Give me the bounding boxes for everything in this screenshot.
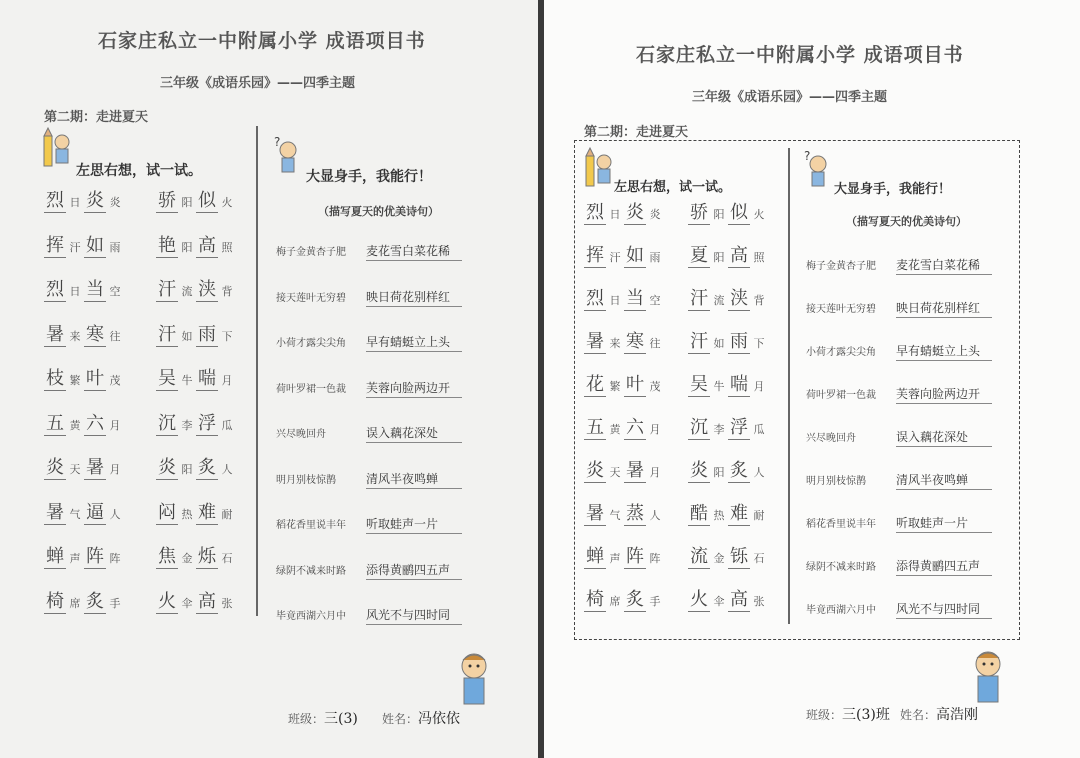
filled-character: 炎: [86, 190, 104, 211]
idiom-entry: [156, 502, 244, 528]
idiom-entry: [584, 546, 672, 572]
idiom-entry: [584, 460, 672, 486]
poem-line: [806, 340, 992, 362]
poem-prompt: 荷叶罗裙一色裁: [806, 390, 876, 401]
printed-character: 雨: [649, 251, 661, 264]
printed-character: 席: [609, 595, 621, 608]
filled-character: 喘: [730, 374, 748, 395]
idiom-entry: [688, 589, 776, 615]
printed-character: 空: [649, 294, 661, 307]
filled-character: 铄: [730, 546, 748, 567]
printed-character: 汗: [69, 240, 81, 254]
printed-character: 热: [713, 509, 725, 522]
filled-character: 酷: [690, 503, 708, 524]
printed-character: 背: [753, 294, 765, 307]
printed-character: 气: [609, 509, 621, 522]
filled-character: 骄: [690, 202, 708, 223]
poem-answer: 芙蓉向脸两边开: [366, 379, 462, 398]
class-field: 班级：三(3)班: [806, 707, 890, 723]
filled-character: 阵: [86, 546, 104, 567]
printed-character: 瓜: [221, 418, 233, 432]
idiom-entry: [584, 288, 672, 314]
printed-character: 月: [649, 423, 661, 436]
filled-character: 如: [86, 234, 104, 256]
idiom-entry: [584, 202, 672, 228]
filled-character: 沉: [690, 417, 708, 438]
poem-prompt: 梅子金黄杏子肥: [806, 261, 876, 272]
printed-character: 雨: [109, 240, 121, 254]
printed-character: 伞: [181, 596, 193, 610]
filled-character: 浮: [730, 417, 748, 438]
printed-character: 耐: [753, 509, 765, 522]
printed-character: 瓜: [753, 423, 765, 436]
filled-character: 难: [730, 503, 748, 524]
filled-character: 当: [626, 288, 644, 309]
section-heading: 第二期：走进夏天: [44, 110, 149, 125]
filled-character: 寒: [86, 323, 104, 345]
printed-character: 阵: [109, 552, 121, 565]
filled-character: 暑: [46, 501, 64, 523]
printed-character: 人: [221, 463, 233, 476]
printed-character: 人: [753, 466, 765, 479]
name-field: 姓名：冯依依: [382, 711, 461, 727]
poem-prompt: 兴尽晚回舟: [806, 433, 856, 444]
poem-prompt: 毕竟西湖六月中: [276, 611, 346, 622]
poem-line: [276, 240, 462, 262]
poem-prompt: 毕竟西湖六月中: [806, 605, 876, 616]
poem-answer: 麦花雪白菜花稀: [366, 242, 462, 261]
idiom-entry: [688, 245, 776, 271]
column-divider: [788, 148, 790, 624]
poem-answer: 添得黄鹂四五声: [896, 557, 992, 576]
poem-line: [806, 512, 992, 534]
poem-answer: 听取蛙声一片: [366, 515, 462, 534]
printed-character: 照: [221, 240, 233, 254]
idiom-entry: [44, 502, 132, 528]
printed-character: 月: [109, 463, 121, 476]
printed-character: 黄: [69, 418, 81, 432]
printed-character: 阵: [649, 552, 661, 565]
class-field: 班级：三(3): [288, 711, 358, 727]
idiom-entry: [44, 235, 132, 261]
filled-character: 椅: [46, 590, 64, 612]
printed-character: 声: [69, 552, 81, 565]
name-field: 姓名：高浩刚: [900, 707, 979, 723]
poem-line: [806, 469, 992, 491]
poem-answer: 早有蜻蜓立上头: [896, 342, 992, 361]
printed-character: 如: [713, 337, 725, 350]
poem-answer: 映日荷花别样红: [896, 299, 992, 318]
filled-character: 暑: [86, 457, 104, 478]
poem-prompt: 小荷才露尖尖角: [806, 347, 876, 358]
filled-character: 烁: [198, 546, 216, 567]
poem-heading: （描写夏天的优美诗句）: [318, 205, 439, 218]
idiom-entry: [688, 374, 776, 400]
poem-line: [806, 297, 992, 319]
printed-character: 石: [753, 552, 765, 565]
class-value: 三(3): [324, 711, 358, 727]
idiom-entry: [688, 331, 776, 357]
printed-character: 阳: [713, 208, 725, 221]
printed-character: 天: [69, 463, 81, 476]
idiom-entry: [688, 202, 776, 228]
printed-character: 繁: [69, 374, 81, 387]
poem-answer: 麦花雪白菜花稀: [896, 256, 992, 275]
printed-character: 茂: [109, 374, 121, 387]
poem-line: [806, 426, 992, 448]
printed-character: 照: [753, 251, 765, 264]
filled-character: 夏: [690, 245, 708, 266]
filled-character: 炙: [86, 590, 104, 612]
printed-character: 流: [713, 294, 725, 307]
poem-line: [276, 604, 462, 626]
poem-answer: 风光不与四时同: [896, 600, 992, 619]
filled-character: 暑: [586, 503, 604, 524]
printed-character: 日: [69, 285, 81, 298]
printed-character: 牛: [713, 380, 725, 393]
filled-character: 花: [586, 374, 604, 395]
poem-answer: 清风半夜鸣蝉: [896, 471, 992, 490]
filled-character: 挥: [46, 234, 64, 256]
printed-character: 火: [221, 196, 233, 209]
idiom-entry: [44, 457, 132, 483]
filled-character: 烈: [46, 279, 64, 300]
printed-character: 席: [69, 596, 81, 610]
printed-character: 下: [221, 329, 233, 343]
filled-character: 高: [198, 234, 216, 256]
printed-character: 牛: [181, 374, 193, 387]
filled-character: 炎: [586, 460, 604, 481]
column-divider: [256, 126, 258, 616]
filled-character: 焦: [158, 546, 176, 567]
printed-character: 阳: [181, 196, 193, 209]
printed-character: 耐: [221, 507, 233, 521]
idiom-entry: [156, 546, 244, 572]
poem-answer: 添得黄鹂四五声: [366, 561, 462, 580]
filled-character: 汗: [158, 279, 176, 300]
svg-text:?: ?: [804, 149, 811, 163]
filled-character: 烈: [586, 202, 604, 223]
filled-character: 炙: [198, 457, 216, 478]
filled-character: 蝉: [46, 546, 64, 567]
printed-character: 石: [221, 552, 233, 565]
printed-character: 下: [753, 337, 765, 350]
printed-character: 茂: [649, 380, 661, 393]
filled-character: 炎: [158, 457, 176, 478]
printed-character: 金: [181, 552, 193, 565]
filled-character: 汗: [158, 323, 176, 345]
filled-character: 浃: [730, 288, 748, 309]
idiom-entry: [584, 374, 672, 400]
printed-character: 阳: [713, 251, 725, 264]
printed-character: 流: [181, 285, 193, 298]
filled-character: 如: [626, 245, 644, 266]
thinking-kid-icon: [802, 148, 834, 192]
poem-answer: 风光不与四时同: [366, 606, 462, 625]
worksheet-right: [544, 0, 1080, 758]
printed-character: 日: [609, 294, 621, 307]
printed-character: 李: [713, 423, 725, 436]
filled-character: 汗: [690, 331, 708, 352]
poem-prompt: 明月别枝惊鹊: [806, 476, 866, 487]
poem-answer: 映日荷花别样红: [366, 288, 462, 307]
left-column-heading: 左思右想，试一试。: [76, 163, 202, 179]
idiom-entry: [156, 279, 244, 305]
idiom-entry: [584, 331, 672, 357]
filled-character: 叶: [86, 368, 104, 389]
svg-text:?: ?: [274, 135, 281, 149]
idiom-entry: [688, 417, 776, 443]
printed-character: 张: [753, 595, 765, 608]
poem-prompt: 梅子金黄杏子肥: [276, 247, 346, 258]
printed-character: 月: [649, 466, 661, 479]
idiom-entry: [156, 190, 244, 216]
printed-character: 人: [109, 507, 121, 521]
printed-character: 月: [221, 374, 233, 387]
printed-character: 日: [609, 208, 621, 221]
printed-character: 背: [221, 285, 233, 298]
printed-character: 空: [109, 285, 121, 298]
filled-character: 火: [690, 589, 708, 610]
idiom-entry: [156, 324, 244, 350]
filled-character: 浮: [198, 412, 216, 434]
idiom-entry: [156, 591, 244, 617]
printed-character: 往: [649, 337, 661, 350]
poem-line: [806, 254, 992, 276]
idiom-entry: [688, 460, 776, 486]
filled-character: 喘: [198, 368, 216, 389]
filled-character: 高: [730, 245, 748, 266]
filled-character: 六: [626, 417, 644, 438]
idiom-entry: [584, 589, 672, 615]
filled-character: 烈: [586, 288, 604, 309]
boy-cartoon-icon: [456, 650, 492, 710]
filled-character: 高: [198, 590, 216, 612]
printed-character: 阳: [181, 463, 193, 476]
printed-character: 汗: [609, 251, 621, 264]
filled-character: 闷: [158, 501, 176, 523]
printed-character: 手: [649, 595, 661, 608]
page-title: 石家庄私立一中附属小学 成语项目书: [98, 30, 426, 52]
poem-line: [806, 383, 992, 405]
filled-character: 五: [586, 417, 604, 438]
filled-character: 挥: [586, 245, 604, 266]
idiom-entry: [156, 413, 244, 439]
filled-character: 叶: [626, 374, 644, 395]
filled-character: 炙: [626, 589, 644, 610]
idiom-entry: [44, 368, 132, 394]
filled-character: 炙: [730, 460, 748, 481]
poem-line: [276, 286, 462, 308]
poem-prompt: 接天莲叶无穷碧: [276, 292, 346, 304]
pencil-kid-icon: [42, 126, 72, 170]
poem-answer: 早有蜻蜓立上头: [366, 333, 462, 352]
printed-character: 天: [609, 466, 621, 479]
printed-character: 火: [753, 208, 765, 221]
poem-line: [276, 331, 462, 353]
printed-character: 气: [69, 507, 81, 521]
page-subtitle: 三年级《成语乐园》——四季主题: [160, 76, 356, 91]
printed-character: 热: [181, 507, 193, 521]
filled-character: 吴: [158, 368, 176, 389]
poem-prompt: 明月别枝惊鹊: [276, 474, 336, 486]
filled-character: 难: [198, 501, 216, 523]
filled-character: 火: [158, 590, 176, 612]
student-name: 冯依依: [418, 711, 461, 727]
poem-answer: 误入藕花深处: [896, 428, 992, 447]
printed-character: 月: [753, 380, 765, 393]
idiom-entry: [688, 546, 776, 572]
left-column-heading: 左思右想，试一试。: [614, 180, 732, 195]
poem-line: [276, 422, 462, 444]
idiom-entry: [44, 324, 132, 350]
poem-line: [276, 468, 462, 490]
poem-line: [276, 377, 462, 399]
filled-character: 雨: [198, 323, 216, 345]
filled-character: 似: [198, 190, 216, 211]
filled-character: 骄: [158, 190, 176, 211]
filled-character: 汗: [690, 288, 708, 309]
poem-answer: 清风半夜鸣蝉: [366, 470, 462, 489]
printed-character: 繁: [609, 380, 621, 393]
idiom-entry: [156, 368, 244, 394]
printed-character: 炎: [649, 208, 661, 221]
filled-character: 六: [86, 412, 104, 434]
idiom-entry: [584, 417, 672, 443]
filled-character: 烈: [46, 190, 64, 211]
printed-character: 往: [109, 329, 121, 343]
idiom-entry: [44, 190, 132, 216]
printed-character: 金: [713, 552, 725, 565]
right-column-heading: 大显身手，我能行！: [834, 182, 952, 197]
worksheet-left: [0, 0, 538, 758]
filled-character: 五: [46, 412, 64, 434]
printed-character: 人: [649, 509, 661, 522]
filled-character: 高: [730, 589, 748, 610]
poem-answer: 误入藕花深处: [366, 424, 462, 443]
poem-line: [806, 598, 992, 620]
poem-line: [806, 555, 992, 577]
filled-character: 枝: [46, 368, 64, 389]
idiom-entry: [688, 288, 776, 314]
printed-character: 黄: [609, 423, 621, 436]
page-subtitle: 三年级《成语乐园》——四季主题: [692, 90, 888, 105]
poem-prompt: 绿阴不减来时路: [276, 565, 346, 577]
thinking-kid-icon: [272, 134, 304, 178]
idiom-entry: [44, 279, 132, 305]
idiom-entry: [44, 591, 132, 617]
printed-character: 李: [181, 418, 193, 432]
idiom-entry: [44, 413, 132, 439]
filled-character: 吴: [690, 374, 708, 395]
right-column-heading: 大显身手，我能行！: [306, 169, 432, 185]
printed-character: 伞: [713, 595, 725, 608]
poem-prompt: 小荷才露尖尖角: [276, 338, 346, 349]
filled-character: 当: [86, 279, 104, 300]
printed-character: 来: [609, 337, 621, 350]
filled-character: 雨: [730, 331, 748, 352]
filled-character: 阵: [626, 546, 644, 567]
class-value: 三(3)班: [842, 707, 890, 723]
printed-character: 炎: [109, 196, 121, 209]
filled-character: 沉: [158, 412, 176, 434]
idiom-entry: [44, 546, 132, 572]
idiom-entry: [584, 245, 672, 271]
idiom-entry: [156, 235, 244, 261]
filled-character: 炎: [626, 202, 644, 223]
poem-line: [276, 513, 462, 535]
poem-answer: 听取蛙声一片: [896, 514, 992, 533]
page-title: 石家庄私立一中附属小学 成语项目书: [636, 44, 964, 66]
section-heading: 第二期：走进夏天: [584, 125, 689, 140]
student-name: 高浩刚: [936, 707, 979, 723]
filled-character: 似: [730, 202, 748, 223]
filled-character: 逼: [86, 501, 104, 523]
idiom-entry: [688, 503, 776, 529]
printed-character: 阳: [181, 240, 193, 254]
printed-character: 阳: [713, 466, 725, 479]
printed-character: 来: [69, 329, 81, 343]
boy-cartoon-icon: [970, 648, 1006, 708]
filled-character: 流: [690, 546, 708, 567]
poem-prompt: 兴尽晚回舟: [276, 429, 326, 440]
idiom-entry: [584, 503, 672, 529]
printed-character: 月: [109, 418, 121, 432]
printed-character: 日: [69, 196, 81, 209]
poem-heading: （描写夏天的优美诗句）: [846, 215, 967, 228]
pencil-kid-icon: [584, 146, 614, 190]
filled-character: 蝉: [586, 546, 604, 567]
poem-prompt: 稻花香里说丰年: [806, 519, 876, 530]
filled-character: 暑: [46, 323, 64, 345]
poem-prompt: 绿阴不减来时路: [806, 562, 876, 573]
filled-character: 椅: [586, 589, 604, 610]
filled-character: 炎: [690, 460, 708, 481]
printed-character: 如: [181, 329, 193, 343]
printed-character: 张: [221, 596, 233, 610]
poem-prompt: 稻花香里说丰年: [276, 520, 346, 531]
filled-character: 暑: [586, 331, 604, 352]
filled-character: 暑: [626, 460, 644, 481]
printed-character: 声: [609, 552, 621, 565]
filled-character: 艳: [158, 234, 176, 256]
filled-character: 蒸: [626, 503, 644, 524]
filled-character: 炎: [46, 457, 64, 478]
filled-character: 浃: [198, 279, 216, 300]
idiom-entry: [156, 457, 244, 483]
poem-prompt: 荷叶罗裙一色裁: [276, 383, 346, 395]
poem-prompt: 接天莲叶无穷碧: [806, 304, 876, 315]
printed-character: 手: [109, 596, 121, 610]
filled-character: 寒: [626, 331, 644, 352]
poem-answer: 芙蓉向脸两边开: [896, 385, 992, 404]
poem-line: [276, 559, 462, 581]
